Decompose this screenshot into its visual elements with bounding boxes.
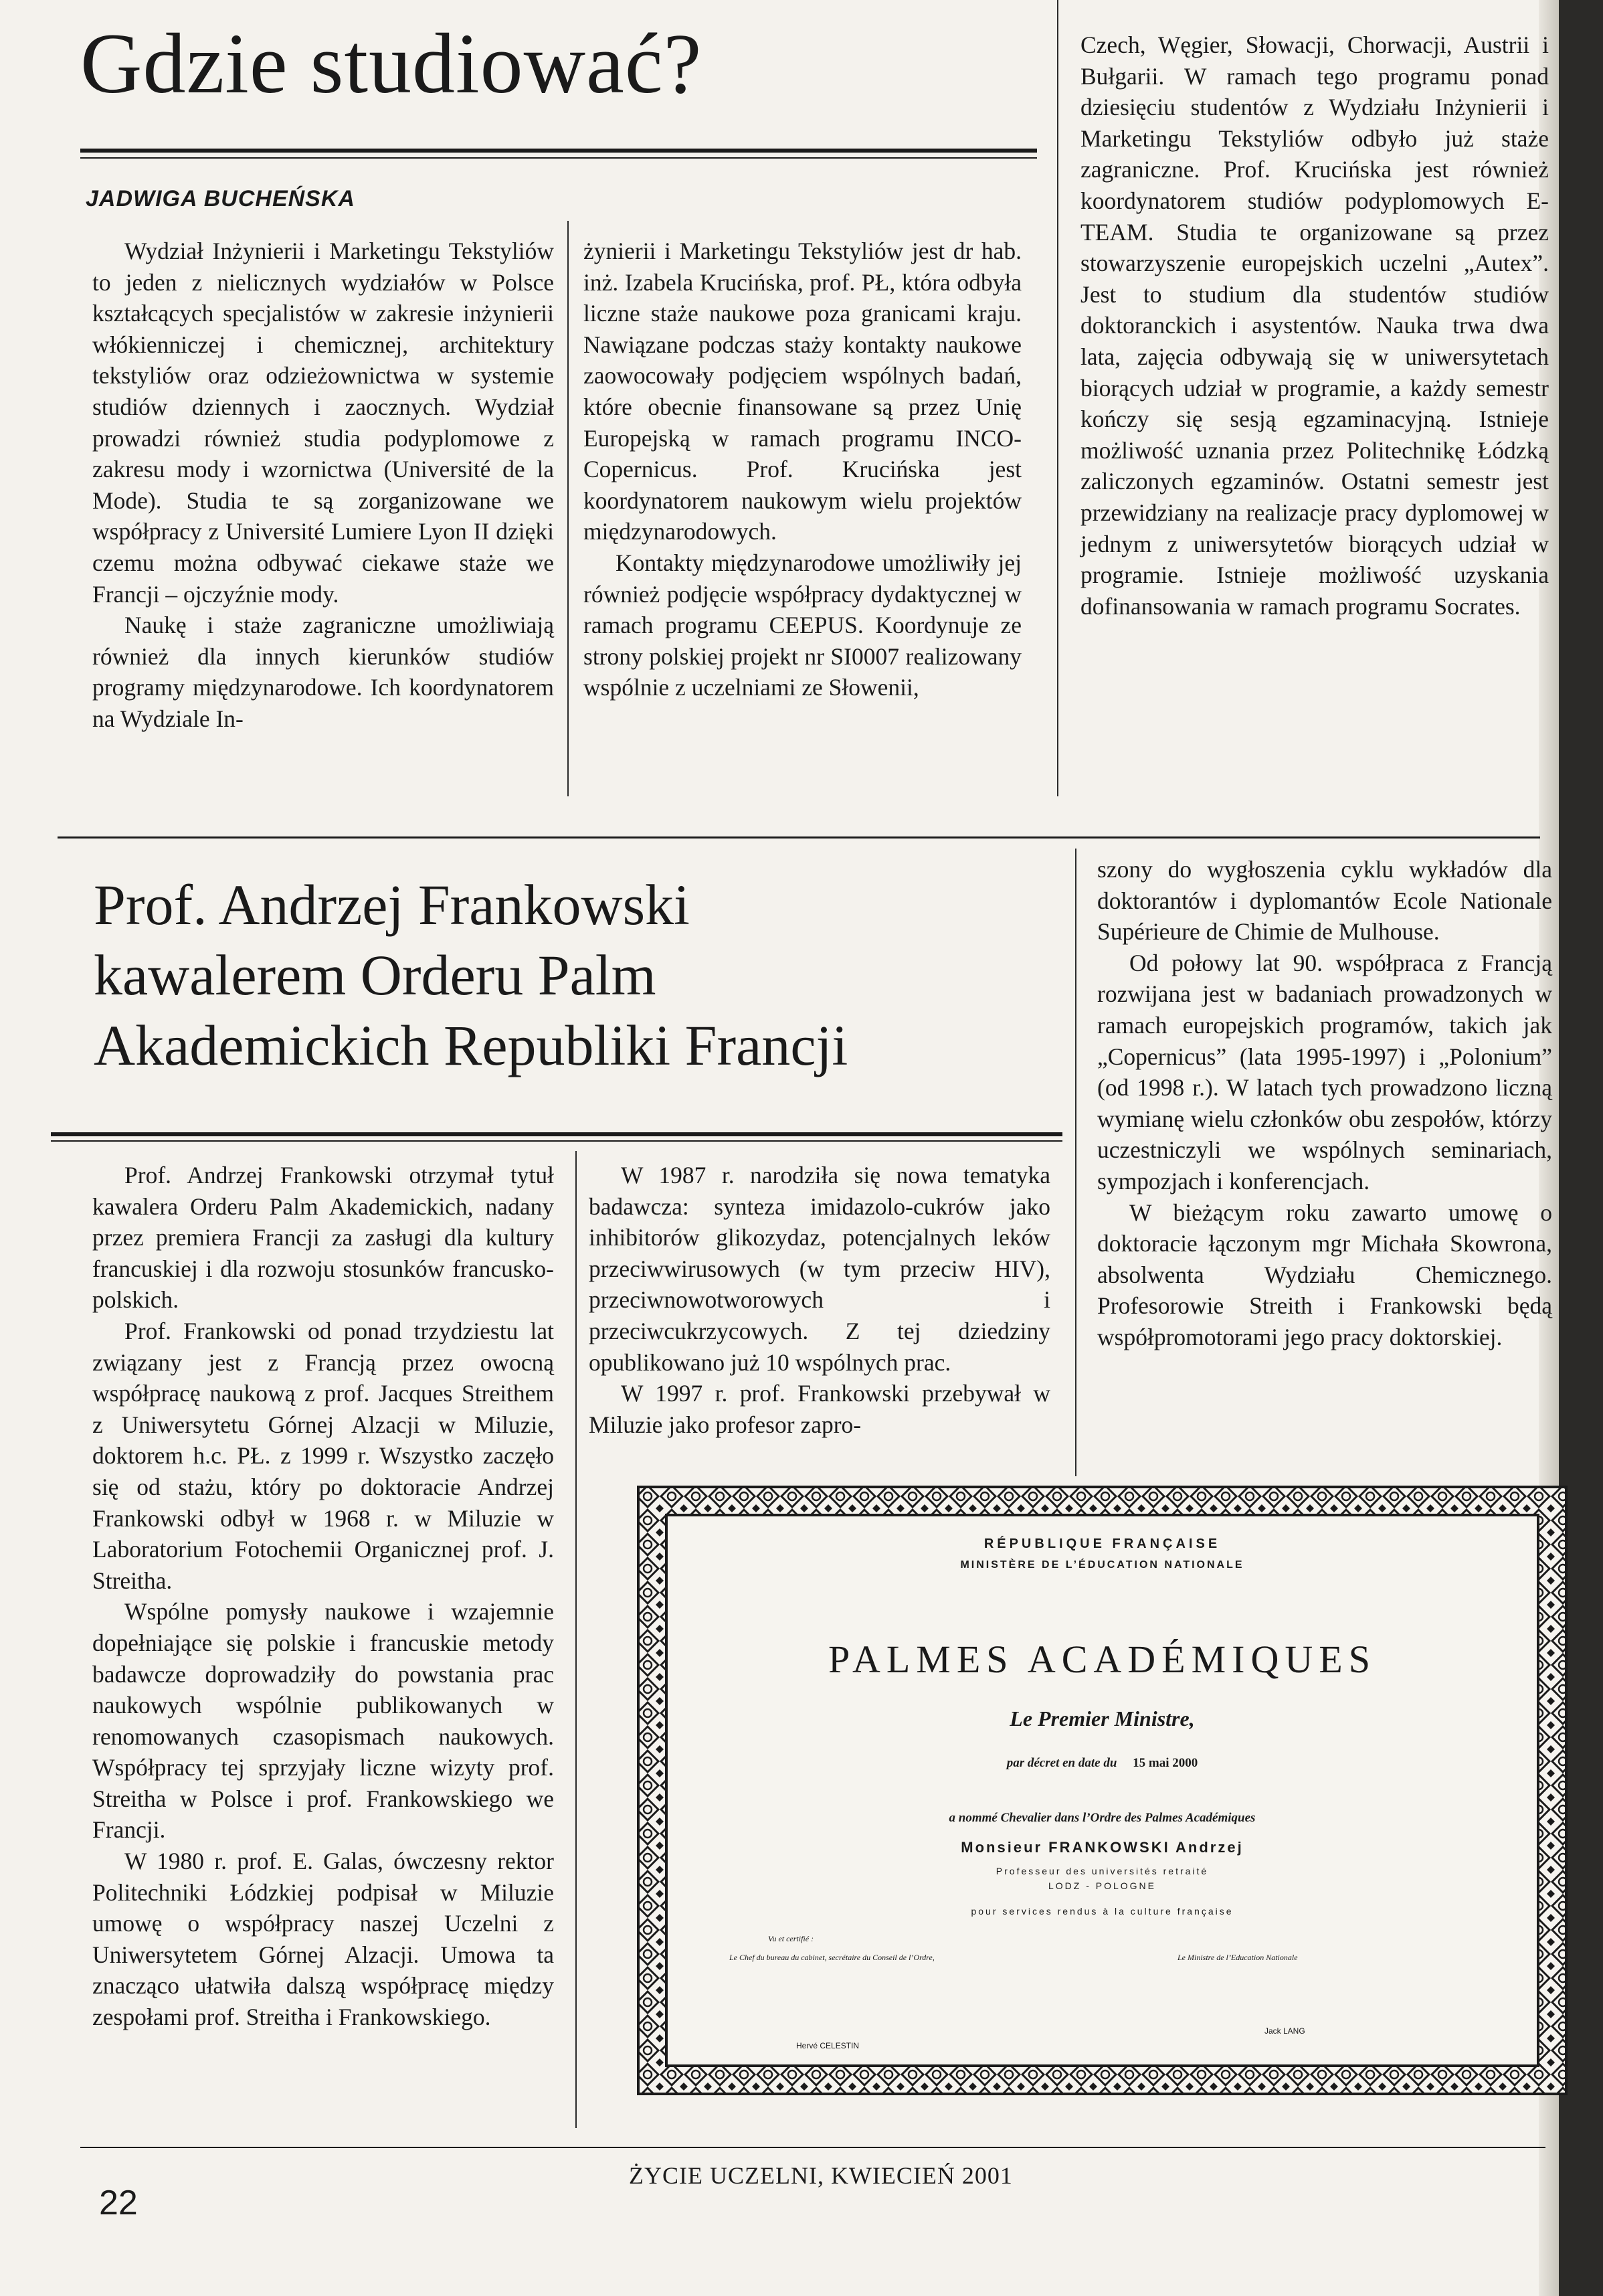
decree-prefix: par décret en date du: [1006, 1756, 1117, 1770]
column-divider: [575, 1151, 577, 2128]
title-line: Prof. Andrzej Frankowski: [94, 873, 690, 937]
palmes-certificate: [636, 1484, 1569, 2097]
article1-column-1: [92, 236, 554, 735]
certificate-body: [669, 1518, 1535, 2063]
premier-label: Le Premier Ministre,: [1010, 1706, 1195, 1731]
minister-title: Le Ministre de l’Education Nationale: [1177, 1953, 1298, 1962]
paragraph: W bieżącym roku zawarto umowę o doktoracie łączonym mgr Michała Skowrona, absolwenta Wydziału Chemicznego. Profesorowie Streith i Frankowski będą współpromotorami jego pracy doktorskiej.: [1097, 1199, 1552, 1350]
title2-rule: [51, 1132, 1062, 1136]
nomination-line: a nommé Chevalier dans l’Ordre des Palmes Académiques: [949, 1811, 1256, 1825]
ministry-label: MINISTÈRE DE L’ÉDUCATION NATIONALE: [960, 1559, 1244, 1571]
decree-line: [669, 1756, 1535, 1771]
certificate-heading: PALMES ACADÉMIQUES: [828, 1638, 1376, 1681]
certified-label: Vu et certifié :: [768, 1934, 814, 1943]
title2-rule-thin: [51, 1140, 1062, 1142]
article2-column-1: [92, 1160, 554, 2033]
section-divider: [58, 836, 1540, 838]
paragraph: W 1987 r. narodziła się nowa tematyka badawcza: synteza imidazolo-cukrów jako inhibitorów glikozydaz, potencjalnych leków przeciwwirusowych (w tym przeciw HIV), przeciwnowotworowych i przeciwcukrzycowych. Z tej dziedziny opublikowano już 10 wspólnych prac.: [589, 1162, 1050, 1376]
article2-column-3: [1097, 854, 1552, 1353]
paragraph: Prof. Frankowski od ponad trzydziestu lat związany jest z Francją przez owocną współpracę naukową z prof. Jacques Streithem z Uniwersytetu Górnej Alzacji w Miluzie, doktorem h.c. PŁ. z 1999 r. Wszystko zaczęło się od stażu, który po doktoracie Andrzej Frankowski odbył w 1968 r. w Miluzie w Laboratorium Fotochemii Organicznej prof. J. Streitha.: [92, 1317, 554, 1594]
chef-label: Le Chef du bureau du cabinet, secrétaire du Conseil de l’Ordre,: [729, 1953, 935, 1962]
column-divider: [567, 221, 569, 796]
paragraph: Wspólne pomysły naukowe i wzajemnie dopełniające się polskie i francuskie metody badawcze doprowadziły do powstania prac naukowych wspólnie publikowanych w renomowanych czasopismach naukowych. Współpracy tej sprzyjały liczne wizyty prof. Streitha w Polsce i prof. Frankowskiego we Francji.: [92, 1598, 554, 1844]
column-divider: [1075, 849, 1076, 1476]
title-line: Akademickich Republiki Francji: [94, 1013, 848, 1077]
paragraph: W 1997 r. prof. Frankowski przebywał w Miluzie jako profesor zapro-: [589, 1380, 1050, 1438]
article2-column-2: [589, 1160, 1050, 1440]
article1-column-3: [1080, 29, 1549, 622]
signer-left: Hervé CELESTIN: [796, 2041, 860, 2050]
paragraph: szony do wygłoszenia cyklu wykładów dla doktorantów i dyplomantów Ecole Nationale Supérieure de Chimie de Mulhouse.: [1097, 856, 1552, 946]
recipient-place: LODZ - POLOGNE: [1048, 1880, 1157, 1891]
article1-column-2: [583, 236, 1022, 703]
paragraph: Prof. Andrzej Frankowski otrzymał tytuł kawalera Orderu Palm Akademickich, nadany przez premiera Francji za zasługi dla kultury francuskiej i dla rozwoju stosunków francusko-polskich.: [92, 1162, 554, 1314]
article-title: Gdzie studiować?: [80, 16, 702, 111]
title-rule-thin: [80, 157, 1037, 159]
paragraph: Naukę i staże zagraniczne umożliwiają również dla innych kierunków studiów programy międzynarodowe. Ich koordynatorem na Wydziale In-: [92, 612, 554, 732]
paragraph: Kontakty międzynarodowe umożliwiły jej również podjęcie współpracy dydaktycznej w ramach programu CEEPUS. Koordynuje ze strony polskiej projekt nr SI0007 realizowany wspólnie z uczelniami ze Słowenii,: [583, 549, 1022, 701]
column-divider: [1057, 0, 1058, 796]
article-author: JADWIGA BUCHEŃSKA: [86, 186, 355, 211]
paragraph: Wydział Inżynierii i Marketingu Tekstyliów to jeden z nielicznych wydziałów w Polsce kształcących specjalistów w zakresie inżynierii włókienniczej i chemicznej, architektury tekstyliów oraz odzieżownictwa w systemie studiów dziennych i zaocznych. Wydział prowadzi również studia podyplomowe z zakresu mody i wzornictwa (Université de la Mode). Studia te są zorganizowane we współpracy z Université Lumiere Lyon II dzięki czemu można odbywać ciekawe staże we Francji – ojczyźnie mody.: [92, 238, 554, 608]
republic-label: RÉPUBLIQUE FRANÇAISE: [983, 1536, 1221, 1551]
title-rule: [80, 149, 1037, 153]
paragraph: Od połowy lat 90. współpraca z Francją rozwijana jest w badaniach prowadzonych w ramach europejskich programów, takich jak „Copernicus” (lata 1995-1997) i „Polonium” (od 1998 r.). W latach tych prowadzono liczną wymianę wielu członków obu zespołów, którzy uczestniczyli we wspólnych seminariach, sympozjach i konferencjach.: [1097, 949, 1552, 1195]
title-line: kawalerem Orderu Palm: [94, 943, 656, 1007]
decree-date: 15 mai 2000: [1133, 1756, 1198, 1770]
publication-footer: ŻYCIE UCZELNI, KWIECIEŃ 2001: [629, 2162, 1013, 2189]
recipient-position: Professeur des universités retraité: [996, 1866, 1209, 1876]
footer-rule: [80, 2147, 1545, 2148]
page-number: 22: [99, 2184, 138, 2222]
paragraph: W 1980 r. prof. E. Galas, ówczesny rektor Politechniki Łódzkiej podpisał w Miluzie umowę o współpracy naszej Uczelni z Uniwersytetem Górnej Alzacji. Umowa ta znacząco ułatwiła dalszą współpracę między zespołami prof. Streitha i Frankowskiego.: [92, 1848, 554, 2031]
article2-title: [94, 870, 848, 1081]
paragraph: żynierii i Marketingu Tekstyliów jest dr hab. inż. Izabela Krucińska, prof. PŁ, która odbyła liczne staże naukowe poza granicami kraju. Nawiązane podczas staży kontakty naukowe zaowocowały podjęciem wspólnych badań, które obecnie finansowane są przez Unię Europejską w ramach programu INCO-Copernicus. Prof. Krucińska jest koordynatorem naukowym wielu projektów międzynarodowych.: [583, 238, 1022, 545]
services-line: pour services rendus à la culture française: [971, 1906, 1234, 1917]
paragraph: Czech, Węgier, Słowacji, Chorwacji, Austrii i Bułgarii. W ramach tego programu ponad dziesięciu studentów z Wydziału Inżynierii i Marketingu Tekstyliów odbyło już staże zagraniczne. Prof. Krucińska jest również koordynatorem studiów podyplomowych E-TEAM. Studia te organizowane są przez stowarzyszenie europejskich uczelni „Autex”. Jest to studium dla studentów studiów doktoranckich i asystentów. Nauka trwa dwa lata, zajęcia odbywają się w uniwersytetach biorących udział w programie, a każdy semestr kończy się sesją egzaminacyjną. Istnieje możliwość uznania przez Politechnikę Łódzką zaliczonych egzaminów. Ostatni semestr jest przewidziany na realizacje pracy dyplomowej w jednym z uniwersytetów biorących udział w programie. Istnieje możliwość uzyskania dofinansowania w ramach programu Socrates.: [1080, 31, 1549, 620]
recipient-name: Monsieur FRANKOWSKI Andrzej: [961, 1839, 1244, 1856]
signer-right: Jack LANG: [1264, 2026, 1305, 2036]
